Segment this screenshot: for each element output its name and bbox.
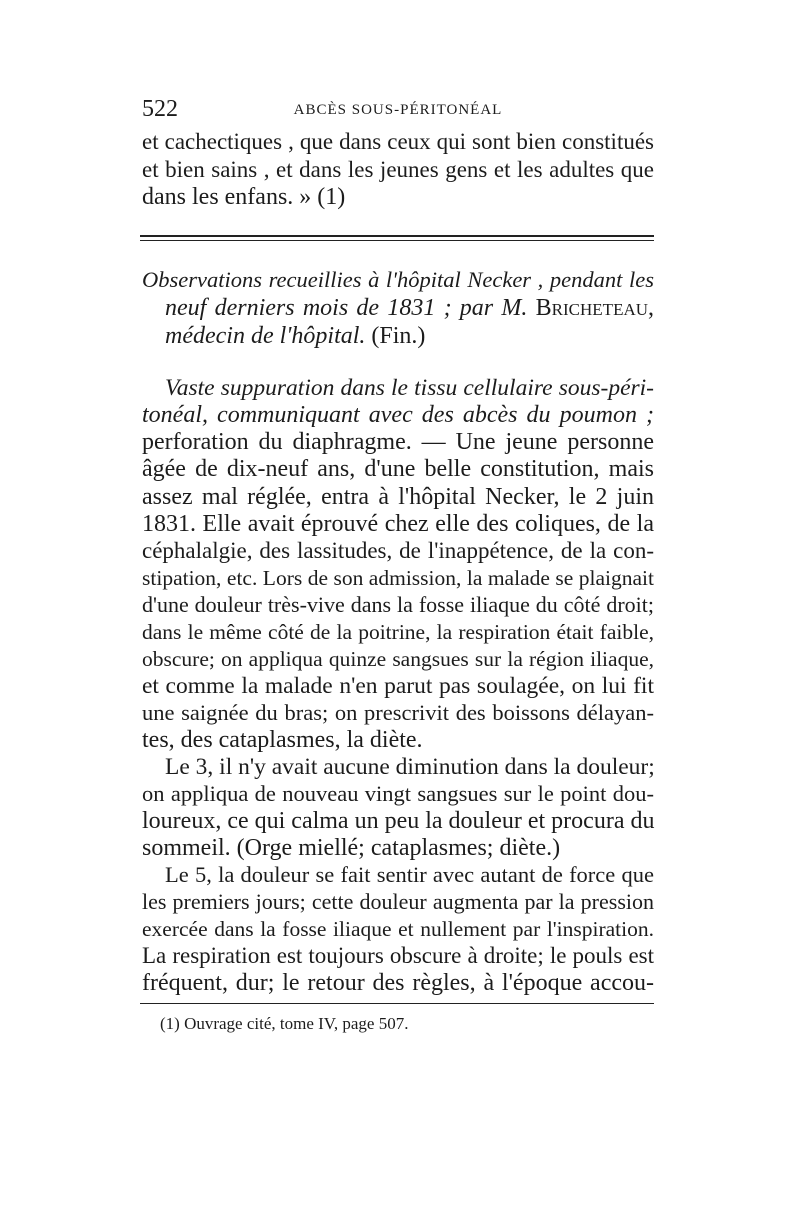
page-header [142,96,654,126]
body-line: sommeil. (Orge miellé; cataplasmes; diète.) [142,835,561,861]
body-line: âgée de dix-neuf ans, d'une belle constitution, mais [142,456,654,482]
section-rule-thick [140,235,654,237]
body-line: Vaste suppuration dans le tissu cellulaire sous-péri- [165,375,654,401]
author-name: Bricheteau, [535,295,655,321]
opening-line: et bien sains , et dans les jeunes gens et les adultes que [142,157,654,182]
running-title: ABCÈS SOUS-PÉRITONÉAL [293,102,503,118]
article-title-line [165,323,654,349]
article-title-line: Observations recueillies à l'hôpital Necker , pendant les [142,267,654,292]
article-title-text: médecin de l'hôpital. [165,323,366,349]
body-line: exercée dans la fosse iliaque et nullement par l'inspiration. [142,917,654,941]
body-line: tes, des cataplasmes, la diète. [142,727,423,753]
article-title-text: neuf derniers mois de 1831 ; par M. [165,295,528,321]
body-line: obscure; on appliqua quinze sangsues sur la région iliaque, [142,647,654,671]
body-line: stipation, etc. Lors de son admission, la malade se plaignait [142,566,654,590]
body-line: dans le même côté de la poitrine, la respiration était faible, [142,620,654,644]
body-line: d'une douleur très-vive dans la fosse iliaque du côté droit; [142,592,654,617]
article-title-end: (Fin.) [371,323,426,349]
body-line: une saignée du bras; on prescrivit des boissons délayan- [142,700,654,725]
body-line: assez mal réglée, entra à l'hôpital Necker, le 2 juin [142,484,654,510]
page-number: 522 [142,96,178,122]
body-line: Le 3, il n'y avait aucune diminution dans la douleur; [165,754,655,780]
body-line: perforation du diaphragme. — Une jeune personne [142,429,654,455]
body-line: 1831. Elle avait éprouvé chez elle des coliques, de la [142,511,654,537]
section-rule-thin [140,240,654,241]
body-line: céphalalgie, des lassitudes, de l'inappétence, de la con- [142,538,654,563]
footnote: (1) Ouvrage cité, tome IV, page 507. [160,1014,409,1033]
body-line: les premiers jours; cette douleur augmenta par la pression [142,889,654,914]
body-line: tonéal, communiquant avec des abcès du poumon ; [142,402,654,428]
body-line: et comme la malade n'en parut pas soulagée, on lui fit [142,673,654,699]
opening-line: dans les enfans. » (1) [142,184,346,210]
opening-line: et cachectiques , que dans ceux qui sont bien constitués [142,129,654,154]
body-line: on appliqua de nouveau vingt sangsues sur le point dou- [142,781,654,806]
footnote-rule [140,1003,654,1004]
article-title-line [165,295,654,321]
body-line: La respiration est toujours obscure à droite; le pouls est [142,943,654,968]
body-line: loureux, ce qui calma un peu la douleur et procura du [142,808,655,834]
body-line: Le 5, la douleur se fait sentir avec autant de force que [165,862,654,887]
body-line: fréquent, dur; le retour des règles, à l'époque accou- [142,970,654,996]
